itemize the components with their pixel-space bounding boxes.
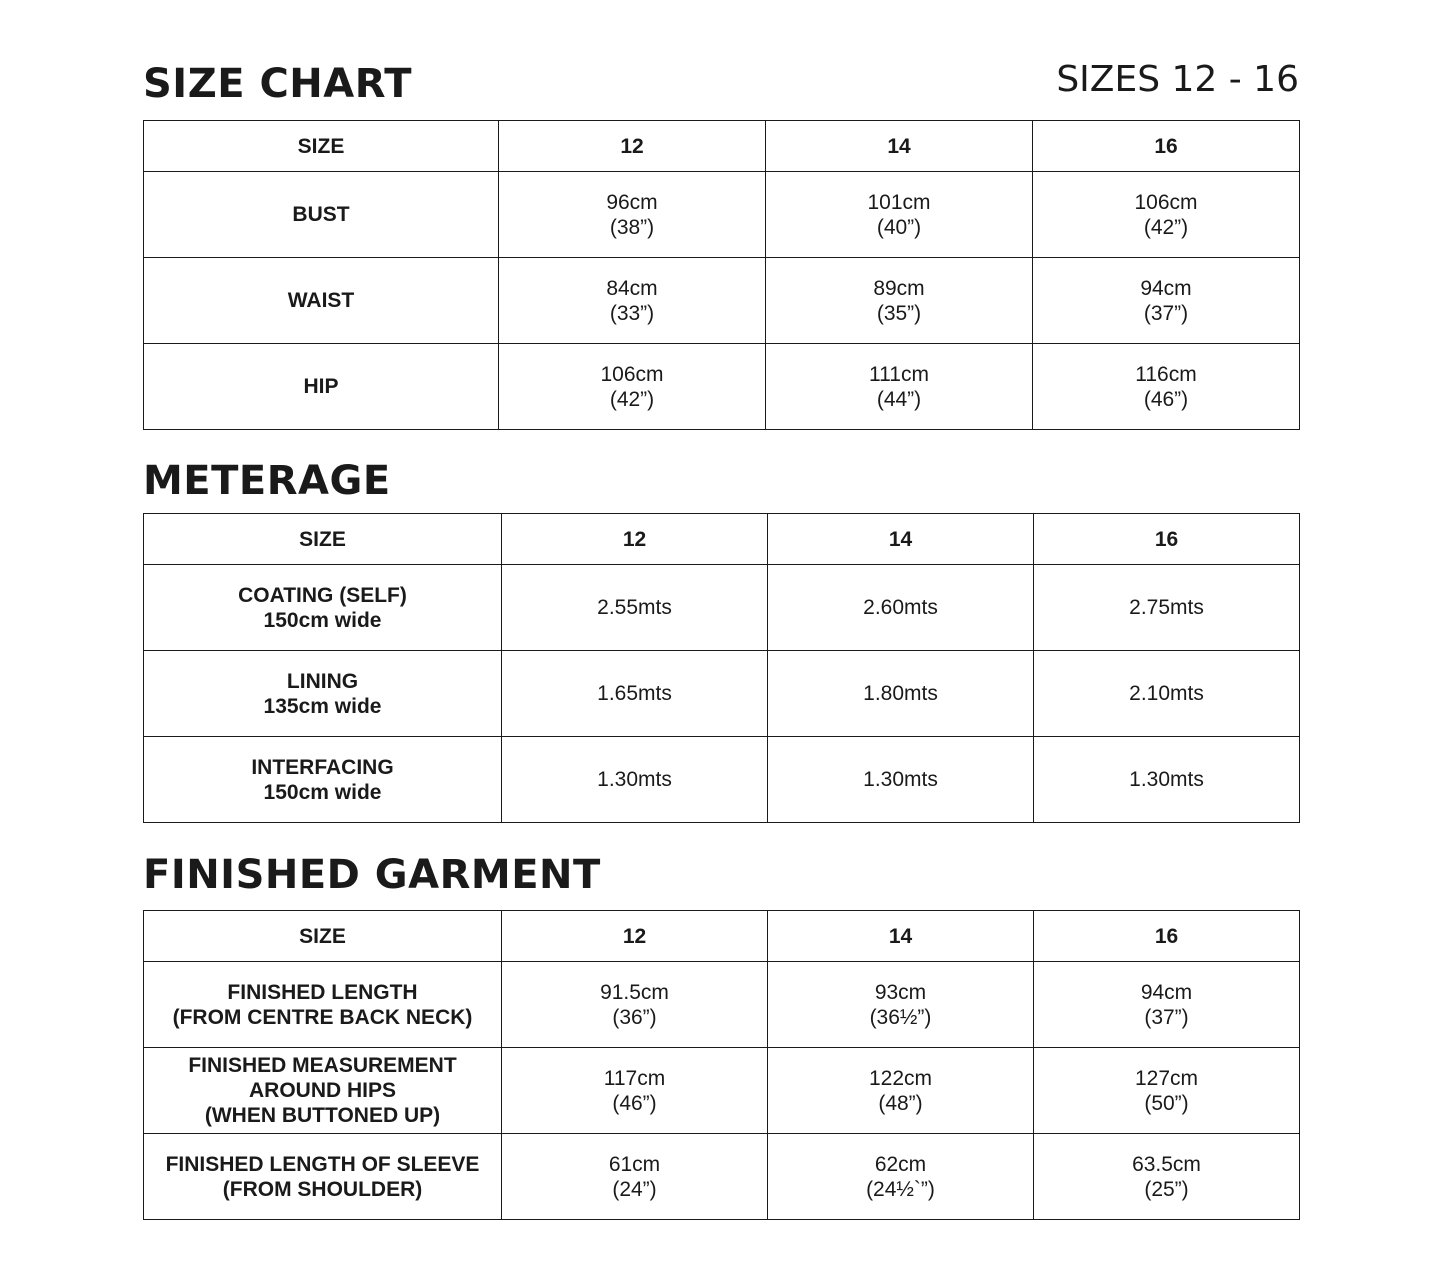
header-cell-14: 14 bbox=[768, 911, 1034, 962]
header-cell-16: 16 bbox=[1033, 121, 1300, 172]
value-cell: 111cm (44”) bbox=[766, 344, 1033, 430]
value-cell: 106cm (42”) bbox=[1033, 172, 1300, 258]
row-label-finished-length: FINISHED LENGTH (FROM CENTRE BACK NECK) bbox=[144, 962, 502, 1048]
table-row bbox=[144, 258, 1300, 344]
size-chart-header-row bbox=[144, 121, 1300, 172]
row-label-finished-measurement: FINISHED MEASUREMENT AROUND HIPS (WHEN BUTTONED UP) bbox=[144, 1048, 502, 1134]
header-cell-size: SIZE bbox=[144, 911, 502, 962]
value-cell: 91.5cm (36”) bbox=[502, 962, 768, 1048]
size-chart-table bbox=[143, 120, 1300, 430]
header-cell-size: SIZE bbox=[144, 121, 499, 172]
meterage-header-row bbox=[144, 514, 1300, 565]
table-row bbox=[144, 172, 1300, 258]
value-cell: 1.30mts bbox=[502, 737, 768, 823]
header-cell-14: 14 bbox=[766, 121, 1033, 172]
header-cell-14: 14 bbox=[768, 514, 1034, 565]
table-row bbox=[144, 962, 1300, 1048]
finished-garment-header-row bbox=[144, 911, 1300, 962]
row-label-bust: BUST bbox=[144, 172, 499, 258]
header-cell-12: 12 bbox=[502, 514, 768, 565]
value-cell: 1.30mts bbox=[768, 737, 1034, 823]
value-cell: 84cm (33”) bbox=[499, 258, 766, 344]
sizes-range-label: SIZES 12 - 16 bbox=[1056, 59, 1299, 100]
meterage-table bbox=[143, 513, 1300, 823]
header-cell-12: 12 bbox=[502, 911, 768, 962]
value-cell: 63.5cm (25”) bbox=[1034, 1134, 1300, 1220]
row-label-coating: COATING (SELF) 150cm wide bbox=[144, 565, 502, 651]
value-cell: 1.80mts bbox=[768, 651, 1034, 737]
value-cell: 101cm (40”) bbox=[766, 172, 1033, 258]
value-cell: 1.65mts bbox=[502, 651, 768, 737]
row-label-interfacing: INTERFACING 150cm wide bbox=[144, 737, 502, 823]
value-cell: 116cm (46”) bbox=[1033, 344, 1300, 430]
header-cell-16: 16 bbox=[1034, 514, 1300, 565]
value-cell: 2.60mts bbox=[768, 565, 1034, 651]
value-cell: 106cm (42”) bbox=[499, 344, 766, 430]
finished-garment-table bbox=[143, 910, 1300, 1220]
value-cell: 1.30mts bbox=[1034, 737, 1300, 823]
value-cell: 94cm (37”) bbox=[1034, 962, 1300, 1048]
size-chart-title: SIZE CHART bbox=[143, 61, 413, 107]
value-cell: 61cm (24”) bbox=[502, 1134, 768, 1220]
table-row bbox=[144, 565, 1300, 651]
finished-garment-title: FINISHED GARMENT bbox=[143, 852, 601, 898]
value-cell: 2.10mts bbox=[1034, 651, 1300, 737]
header-cell-size: SIZE bbox=[144, 514, 502, 565]
value-cell: 2.55mts bbox=[502, 565, 768, 651]
table-row bbox=[144, 344, 1300, 430]
table-row bbox=[144, 737, 1300, 823]
row-label-hip: HIP bbox=[144, 344, 499, 430]
row-label-lining: LINING 135cm wide bbox=[144, 651, 502, 737]
table-row bbox=[144, 1134, 1300, 1220]
meterage-title: METERAGE bbox=[143, 458, 391, 504]
value-cell: 127cm (50”) bbox=[1034, 1048, 1300, 1134]
table-row bbox=[144, 1048, 1300, 1134]
table-row bbox=[144, 651, 1300, 737]
value-cell: 89cm (35”) bbox=[766, 258, 1033, 344]
value-cell: 94cm (37”) bbox=[1033, 258, 1300, 344]
value-cell: 122cm (48”) bbox=[768, 1048, 1034, 1134]
row-label-waist: WAIST bbox=[144, 258, 499, 344]
value-cell: 62cm (24½`”) bbox=[768, 1134, 1034, 1220]
header-cell-12: 12 bbox=[499, 121, 766, 172]
value-cell: 93cm (36½”) bbox=[768, 962, 1034, 1048]
value-cell: 96cm (38”) bbox=[499, 172, 766, 258]
row-label-sleeve-length: FINISHED LENGTH OF SLEEVE (FROM SHOULDER) bbox=[144, 1134, 502, 1220]
value-cell: 2.75mts bbox=[1034, 565, 1300, 651]
value-cell: 117cm (46”) bbox=[502, 1048, 768, 1134]
header-cell-16: 16 bbox=[1034, 911, 1300, 962]
